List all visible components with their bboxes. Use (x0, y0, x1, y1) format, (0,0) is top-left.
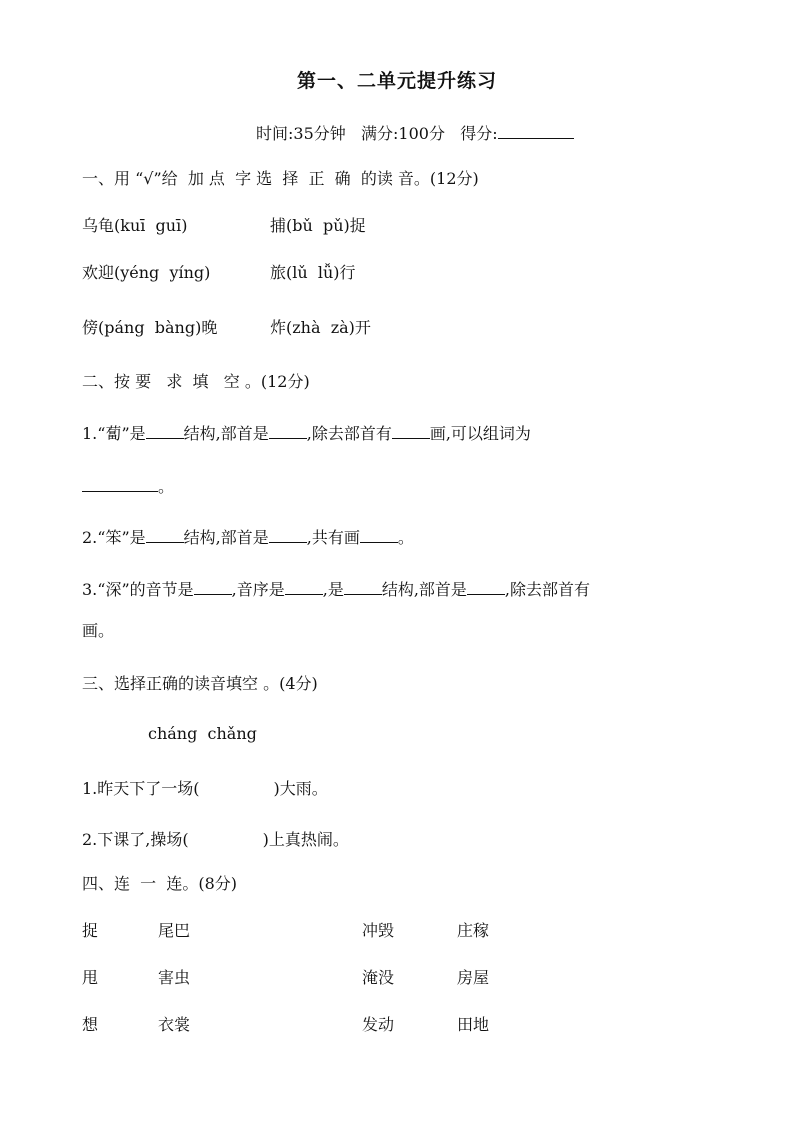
section4-heading: 四、连 一 连。(8分) (82, 874, 238, 893)
match-item[interactable]: 淹没 (362, 968, 395, 987)
section1-item: 傍(páng bàng)晚 (82, 318, 218, 337)
section1-heading: 一、用 “√”给 加 点 字 选 择 正 确 的读 音。(12分) (82, 169, 479, 188)
section2-question-1-cont (82, 474, 174, 497)
answer-blank[interactable] (269, 528, 307, 543)
answer-blank[interactable] (146, 424, 184, 439)
question-text: 2.“笨”是 (82, 528, 146, 547)
match-item[interactable]: 发动 (362, 1015, 395, 1034)
section3-question-2 (82, 827, 349, 850)
question-text: )大雨。 (273, 779, 328, 798)
match-item[interactable]: 庄稼 (457, 921, 490, 940)
match-item[interactable]: 田地 (457, 1015, 490, 1034)
pinyin-options: cháng chǎng (148, 724, 257, 743)
answer-blank[interactable] (344, 580, 382, 595)
match-item[interactable]: 甩 (82, 968, 99, 987)
question-text: 1.昨天下了一场( (82, 779, 200, 798)
question-text: 。 (158, 477, 175, 496)
answer-blank[interactable] (360, 528, 398, 543)
match-item[interactable]: 冲毁 (362, 921, 395, 940)
section2-question-2 (82, 525, 414, 548)
match-item[interactable]: 害虫 (158, 968, 191, 987)
section1-item: 炸(zhà zà)开 (270, 318, 371, 337)
question-text: 1.“蔔”是 (82, 424, 146, 443)
question-text: 画,可以组词为 (429, 424, 531, 443)
answer-blank[interactable] (467, 580, 505, 595)
question-text: 结构,部首是 (183, 424, 269, 443)
score-label: 得分: (460, 124, 498, 143)
answer-blank[interactable] (285, 580, 323, 595)
question-text: 3.“深”的音节是 (82, 580, 194, 599)
answer-blank[interactable] (194, 580, 232, 595)
section1-item: 乌龟(kuī guī) (82, 216, 188, 235)
section3-heading: 三、选择正确的读音填空 。(4分) (82, 674, 318, 693)
question-text: ,除去部首有 (504, 580, 591, 599)
section1-item: 捕(bǔ pǔ)捉 (270, 216, 366, 235)
answer-blank[interactable] (269, 424, 307, 439)
time-label: 时间:35分钟 (256, 124, 346, 143)
section3-question-1 (82, 776, 328, 799)
answer-blank[interactable] (392, 424, 430, 439)
question-text: 2.下课了,操场( (82, 830, 189, 849)
answer-blank[interactable] (82, 477, 158, 492)
question-text: 结构,部首是 (381, 580, 467, 599)
score-blank[interactable] (498, 124, 574, 139)
exam-meta (256, 121, 574, 144)
section1-item: 旅(lǔ lǚ)行 (270, 263, 356, 282)
question-text: )上真热闹。 (262, 830, 349, 849)
question-text: 。 (397, 528, 414, 547)
match-item[interactable]: 衣裳 (158, 1015, 191, 1034)
section2-question-3-cont: 画。 (82, 621, 115, 640)
match-item[interactable]: 尾巴 (158, 921, 191, 940)
question-text: ,共有画 (306, 528, 360, 547)
match-item[interactable]: 捉 (82, 921, 99, 940)
section2-heading: 二、按 要 求 填 空 。(12分) (82, 372, 310, 391)
match-item[interactable]: 想 (82, 1015, 99, 1034)
question-text: ,音序是 (231, 580, 285, 599)
match-item[interactable]: 房屋 (457, 968, 490, 987)
page-title: 第一、二单元提升练习 (296, 70, 497, 92)
answer-blank[interactable] (146, 528, 184, 543)
question-text: ,是 (322, 580, 344, 599)
full-score-label: 满分:100分 (361, 124, 445, 143)
section2-question-3 (82, 577, 590, 600)
section2-question-1 (82, 421, 531, 444)
section1-item: 欢迎(yéng yíng) (82, 263, 211, 282)
question-text: ,除去部首有 (306, 424, 392, 443)
question-text: 结构,部首是 (183, 528, 269, 547)
